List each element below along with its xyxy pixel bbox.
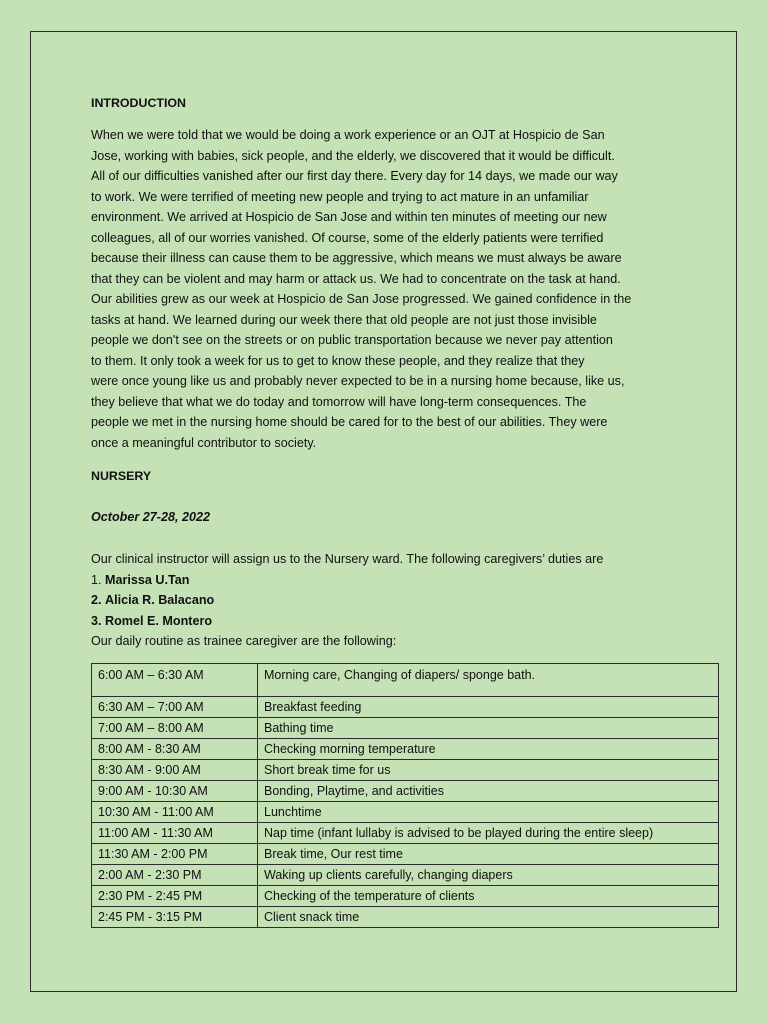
activity-cell: Waking up clients carefully, changing diapers xyxy=(258,865,719,886)
time-cell: 11:30 AM - 2:00 PM xyxy=(92,844,258,865)
table-row xyxy=(92,718,719,739)
intro-line: to them. It only took a week for us to get to know these people, and they realize that they xyxy=(91,353,585,368)
time-cell: 7:00 AM – 8:00 AM xyxy=(92,718,258,739)
activity-cell: Bathing time xyxy=(258,718,719,739)
caregiver-number: 1. xyxy=(91,572,102,587)
time-cell: 2:00 AM - 2:30 PM xyxy=(92,865,258,886)
intro-line: tasks at hand. We learned during our week there that old people are not just those invisible xyxy=(91,312,597,327)
caregiver-number: 3. xyxy=(91,613,102,628)
intro-line: that they can be violent and may harm or attack us. We had to concentrate on the task at hand. xyxy=(91,271,621,286)
schedule-table xyxy=(91,663,719,928)
caregiver-item xyxy=(91,590,681,611)
introduction-paragraph xyxy=(91,125,681,453)
table-row xyxy=(92,802,719,823)
intro-line: people we met in the nursing home should be cared for to the best of our abilities. They were xyxy=(91,415,608,429)
time-cell: 11:00 AM - 11:30 AM xyxy=(92,823,258,844)
time-cell: 6:30 AM – 7:00 AM xyxy=(92,697,258,718)
caregiver-item xyxy=(91,611,681,632)
table-row xyxy=(92,886,719,907)
document-body xyxy=(91,94,681,652)
table-row xyxy=(92,739,719,760)
intro-line: When we were told that we would be doing a work experience or an OJT at Hospicio de San xyxy=(91,128,605,142)
intro-line: because their illness can cause them to be aggressive, which means we must always be aware xyxy=(91,251,622,265)
time-cell: 2:45 PM - 3:15 PM xyxy=(92,907,258,928)
nursery-heading: NURSERY xyxy=(91,469,152,483)
table-row xyxy=(92,907,719,928)
time-cell: 6:00 AM – 6:30 AM xyxy=(92,664,258,697)
time-cell: 8:00 AM - 8:30 AM xyxy=(92,739,258,760)
intro-line: people we don't see on the streets or on public transportation because we never pay attention xyxy=(91,333,613,347)
activity-cell: Breakfast feeding xyxy=(258,697,719,718)
activity-cell: Client snack time xyxy=(258,907,719,928)
time-cell: 2:30 PM - 2:45 PM xyxy=(92,886,258,907)
routine-intro: Our daily routine as trainee caregiver are the following: xyxy=(91,634,397,648)
time-cell: 8:30 AM - 9:00 AM xyxy=(92,760,258,781)
activity-cell: Nap time (infant lullaby is advised to be played during the entire sleep) xyxy=(258,823,719,844)
table-row xyxy=(92,823,719,844)
table-row xyxy=(92,697,719,718)
table-row xyxy=(92,865,719,886)
time-cell: 9:00 AM - 10:30 AM xyxy=(92,781,258,802)
activity-cell: Checking of the temperature of clients xyxy=(258,886,719,907)
activity-cell: Checking morning temperature xyxy=(258,739,719,760)
activity-cell: Bonding, Playtime, and activities xyxy=(258,781,719,802)
introduction-heading: INTRODUCTION xyxy=(91,96,186,110)
caregiver-name: Alicia R. Balacano xyxy=(105,593,215,607)
nursery-date: October 27-28, 2022 xyxy=(91,510,211,524)
activity-cell: Break time, Our rest time xyxy=(258,844,719,865)
intro-line: All of our difficulties vanished after our first day there. Every day for 14 days, we made our way xyxy=(91,169,618,183)
caregiver-name: Romel E. Montero xyxy=(105,613,213,628)
intro-line: to work. We were terrified of meeting new people and trying to act mature in an unfamiliar xyxy=(91,189,589,204)
intro-line: environment. We arrived at Hospicio de San Jose and within ten minutes of meeting our new xyxy=(91,210,607,224)
intro-line: Jose, working with babies, sick people, and the elderly, we discovered that it would be difficult. xyxy=(91,148,615,163)
table-row xyxy=(92,844,719,865)
caregiver-name: Marissa U.Tan xyxy=(105,572,190,587)
intro-line: Our abilities grew as our week at Hospicio de San Jose progressed. We gained confidence in the xyxy=(91,292,632,306)
assignment-text: Our clinical instructor will assign us to the Nursery ward. The following caregivers’ duties are xyxy=(91,552,604,566)
table-row xyxy=(92,664,719,697)
caregiver-number: 2. xyxy=(91,593,102,607)
table-row xyxy=(92,781,719,802)
time-cell: 10:30 AM - 11:00 AM xyxy=(92,802,258,823)
intro-line: they believe that what we do today and tomorrow will have long-term consequences. The xyxy=(91,394,587,409)
activity-cell: Short break time for us xyxy=(258,760,719,781)
intro-line: once a meaningful contributor to society. xyxy=(91,435,317,450)
intro-line: colleagues, all of our worries vanished. Of course, some of the elderly patients were terrified xyxy=(91,230,604,245)
intro-line: were once young like us and probably never expected to be in a nursing home because, like us, xyxy=(91,374,625,388)
activity-cell: Morning care, Changing of diapers/ sponge bath. xyxy=(258,664,719,697)
activity-cell: Lunchtime xyxy=(258,802,719,823)
table-row xyxy=(92,760,719,781)
caregiver-item xyxy=(91,570,681,591)
